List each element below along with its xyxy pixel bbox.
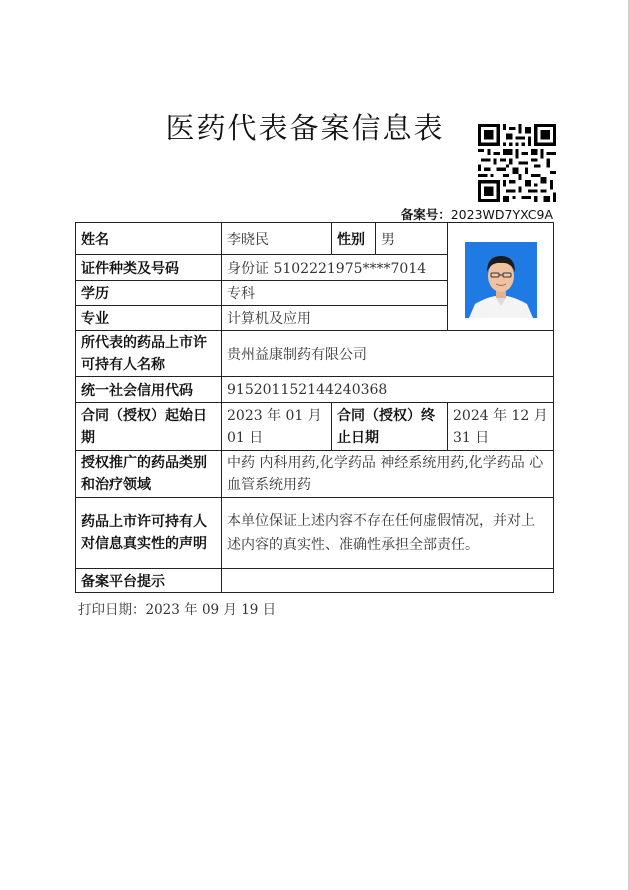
row-authorized-drugs [76,451,554,498]
row-name [76,223,554,255]
row-statement [76,498,554,569]
row-mah [76,331,554,377]
gender-label: 性别 [332,223,376,255]
contract-end-label: 合同（授权）终止日期 [332,403,448,451]
qr-code-icon [478,124,556,202]
name-value: 李晓民 [222,223,332,255]
credit-code-label: 统一社会信用代码 [76,377,222,403]
photo-cell [448,223,554,331]
record-number-value: 2023WD7YXC9A [450,207,553,222]
statement-value: 本单位保证上述内容不存在任何虚假情况，并对上述内容的真实性、准确性承担全部责任。 [222,498,554,569]
info-table [75,222,554,593]
record-number [401,205,553,223]
name-label: 姓名 [76,223,222,255]
education-value: 专科 [222,281,448,306]
contract-start-label: 合同（授权）起始日期 [76,403,222,451]
contract-end-value: 2024 年 12 月 31 日 [448,403,554,451]
mah-label: 所代表的药品上市许可持有人名称 [76,331,222,377]
page-title: 医药代表备案信息表 [165,111,445,145]
authorized-drugs-label: 授权推广的药品类别和治疗领域 [76,451,222,498]
platform-notice-value [222,569,554,593]
row-platform-notice [76,569,554,593]
major-value: 计算机及应用 [222,306,448,331]
contract-start-value: 2023 年 01 月 01 日 [222,403,332,451]
credit-code-value: 915201152144240368 [222,377,554,403]
row-contract-dates [76,403,554,451]
authorized-drugs-value: 中药 内科用药,化学药品 神经系统用药,化学药品 心血管系统用药 [222,451,554,498]
statement-label: 药品上市许可持有人对信息真实性的声明 [76,498,222,569]
id-doc-label: 证件种类及号码 [76,255,222,281]
mah-value: 贵州益康制药有限公司 [222,331,554,377]
record-number-label: 备案号： [400,207,451,222]
education-label: 学历 [76,281,222,306]
avatar [465,242,537,318]
gender-value: 男 [376,223,448,255]
print-date: 打印日期：2023 年 09 月 19 日 [78,602,277,618]
person-photo-icon [465,242,537,318]
row-credit-code [76,377,554,403]
id-doc-value: 身份证 5102221975****7014 [222,255,448,281]
platform-notice-label: 备案平台提示 [76,569,222,593]
major-label: 专业 [76,306,222,331]
